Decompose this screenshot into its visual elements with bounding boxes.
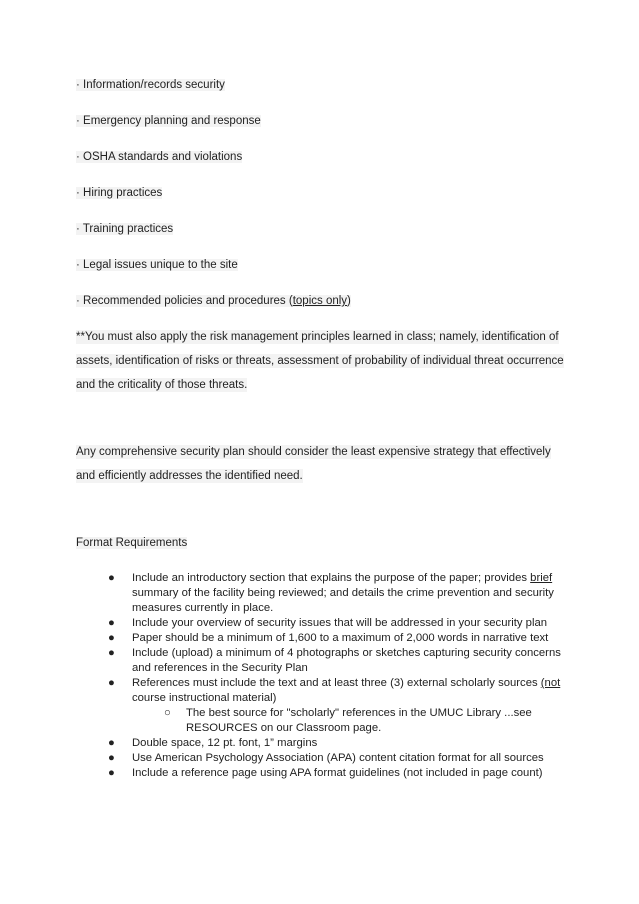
list-item: ● Include (upload) a minimum of 4 photographs or sketches capturing security concerns and references in the Security Plan	[108, 647, 561, 674]
topic-item-recommended	[76, 294, 351, 308]
topic-item-osha: · OSHA standards and violations	[76, 151, 243, 163]
bullet-icon: ●	[108, 647, 115, 659]
list-item: ● Include your overview of security issues that will be addressed in your security plan	[108, 617, 548, 629]
bullet-icon: ●	[108, 632, 115, 644]
recommended-underlined: topics only	[292, 295, 348, 307]
topic-item-records-security: · Information/records security	[76, 79, 225, 91]
risk-paragraph: **You must also apply the risk management principles learned in class; namely, identification of assets, identification of risks or threats, assessment of probability of individual threat occurrence and the criticality of those threats.	[76, 331, 564, 391]
list-item: ● Use American Psychology Association (APA) content citation format for all sources	[108, 752, 544, 764]
bullet-icon: ●	[108, 617, 115, 629]
bullet-icon: ●	[108, 737, 115, 749]
list-item: ● Include an introductory section that explains the purpose of the paper; provides brief summary of the facility being reviewed; and details the crime prevention and security measures currently in place.	[108, 572, 554, 614]
bullet-icon: ●	[108, 752, 115, 764]
list-item: ○ The best source for "scholarly" references in the UMUC Library ...see RESOURCES on our Classroom page.	[164, 707, 532, 734]
list-item: ● Double space, 12 pt. font, 1” margins	[108, 737, 318, 749]
recommended-suffix: )	[347, 295, 351, 307]
references-sub-list	[132, 706, 568, 736]
format-requirements-list	[108, 571, 568, 781]
topic-item-hiring: · Hiring practices	[76, 187, 163, 199]
list-item: ● Include a reference page using APA format guidelines (not included in page count)	[108, 767, 543, 779]
topic-item-training: · Training practices	[76, 223, 174, 235]
bullet-icon: ●	[108, 677, 115, 689]
hollow-bullet-icon: ○	[164, 707, 171, 719]
topic-item-emergency-planning: · Emergency planning and response	[76, 115, 261, 127]
strategy-paragraph: Any comprehensive security plan should consider the least expensive strategy that effectively and efficiently addresses the identified need.	[76, 446, 551, 482]
list-item: ● Paper should be a minimum of 1,600 to a maximum of 2,000 words in narrative text	[108, 632, 549, 644]
list-item: ● References must include the text and at least three (3) external scholarly sources (not course instructional material) ○ The best source for "scholarly" references in the UMUC Library ...see RESOURCES on our Classroom page.	[108, 676, 568, 736]
bullet-icon: ●	[108, 572, 115, 584]
topic-item-legal: · Legal issues unique to the site	[76, 259, 238, 271]
bullet-icon: ●	[108, 767, 115, 779]
recommended-prefix: · Recommended policies and procedures (	[76, 295, 293, 307]
format-heading: Format Requirements	[76, 537, 188, 549]
